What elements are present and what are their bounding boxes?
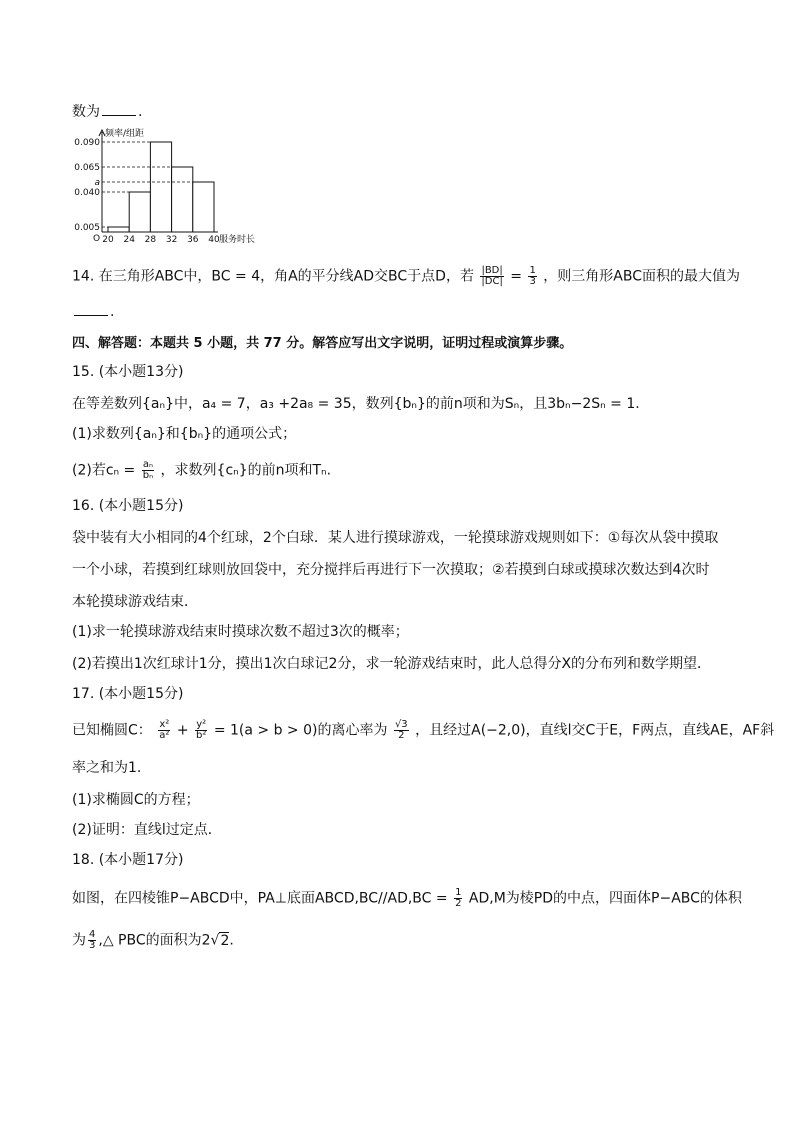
x-tick-label: 28	[144, 235, 157, 245]
y-tick-label: 0.065	[74, 163, 100, 173]
q13-tail-text: 数为	[72, 104, 100, 120]
q17-heading: 17. (本小题15分)	[72, 686, 184, 702]
q15-heading: 15. (本小题13分)	[72, 364, 184, 380]
q17-part1: (1)求椭圆C的方程；	[72, 792, 200, 808]
q16-body-3: 本轮摸球游戏结束．	[72, 594, 198, 610]
y-axis-label: 频率/组距	[105, 129, 145, 139]
q16-part1: (1)求一轮摸球游戏结束时摸球次数不超过3次的概率；	[72, 624, 409, 640]
q15-body: 在等差数列{aₙ}中，a₄ = 7，a₃ +2a₈ = 35，数列{bₙ}的前n项和为Sₙ，且3bₙ−2Sₙ = 1.	[72, 396, 640, 412]
q18-body-2: 为 $\frac{4}{3}$ ,△ PBC的面积为2√2.	[72, 929, 234, 951]
q17-body-2: 率之和为1.	[72, 760, 142, 776]
q18-fraction-four-thirds: $\frac{4}{3}$	[89, 929, 96, 951]
q17-part2: (2)证明：直线l过定点．	[72, 822, 222, 838]
q14-blank-line: .	[72, 302, 114, 322]
q14-fraction-bd-dc: $\frac{|BD|}{|DC|}$	[481, 265, 503, 287]
q16-part2: (2)若摸出1次红球计1分，摸出1次白球记2分，求一轮游戏结束时，此人总得分X的分布列和数学期望．	[72, 656, 712, 672]
q18-heading: 18. (本小题17分)	[72, 852, 184, 868]
q18-fraction-half: $\frac{1}{2}$	[455, 887, 462, 909]
section-heading: 四、解答题：本题共 5 小题，共 77 分。解答应写出文字说明，证明过程或演算步骤。	[72, 336, 573, 351]
q17-fraction-x: $\frac{\text{x²}}{\text{a²}}$	[159, 719, 170, 741]
histogram-bar	[108, 227, 129, 232]
sqrt-symbol: √	[210, 932, 220, 949]
y-tick-label: 0.040	[74, 188, 100, 198]
histogram-chart	[66, 126, 256, 248]
q14-line: 14. 在三角形ABC中，BC = 4，角A的平分线AD交BC于点D，若 $\frac{|BD|}{|DC|}$ = $\frac{1}{3}$ ，则三角形ABC面积的最大值为	[72, 265, 741, 287]
q14-fraction-one-third: $\frac{1}{3}$	[529, 265, 536, 287]
histogram-bar	[193, 182, 214, 232]
q16-body-1: 袋中装有大小相同的4个红球，2个白球．某人进行摸球游戏，一轮摸球游戏规则如下：①每次从袋中摸取	[72, 530, 719, 546]
x-axis-label: 服务时长	[219, 235, 256, 245]
origin-label: O	[93, 234, 101, 244]
q18-body-1: 如图，在四棱锥P−ABCD中，PA⊥底面ABCD,BC//AD,BC = $\frac{1}{2}$ AD,M为棱PD的中点，四面体P−ABC的体积	[72, 887, 742, 909]
q16-heading: 16. (本小题15分)	[72, 498, 184, 514]
q16-body-2: 一个小球，若摸到红球则放回袋中，充分搅拌后再进行下一次摸取；②若摸到白球或摸球次数达到4次时	[72, 562, 710, 578]
q13-tail-line: 数为 .	[72, 104, 143, 120]
q14-text: 14. 在三角形ABC中，BC = 4，角A的平分线AD交BC于点D，若	[72, 268, 474, 285]
answer-blank	[74, 302, 108, 316]
q17-fraction-y: $\frac{\text{y²}}{\text{b²}}$	[196, 719, 207, 741]
y-tick-label: 0.090	[74, 138, 100, 148]
y-tick-label: 0.005	[74, 223, 100, 233]
answer-blank	[102, 102, 136, 116]
q15-part2: (2)若cₙ = $\frac{\text{aₙ}}{\text{bₙ}}$ ，求数列{cₙ}的前n项和Tₙ.	[72, 459, 332, 481]
q15-fraction: $\frac{\text{aₙ}}{\text{bₙ}}$	[142, 459, 154, 481]
x-tick-label: 40	[208, 235, 220, 245]
x-tick-label: 32	[165, 235, 178, 245]
q17-body-1: 已知椭圆C： $\frac{\text{x²}}{\text{a²}}$ + $\frac{\text{y²}}{\text{b²}}$ = 1(a > b > 0)的离心率为 $\frac{√3}{2}$ ，且经过A(−2,0)，直线l交C于E，F两点，直线AE，AF斜	[72, 719, 775, 741]
q17-fraction-eccentricity: $\frac{√3}{2}$	[394, 719, 408, 741]
histogram-bar	[172, 167, 193, 232]
x-tick-label: 24	[123, 235, 135, 245]
x-tick-label: 20	[102, 235, 114, 245]
histogram-bar	[150, 142, 171, 232]
x-tick-label: 36	[187, 235, 199, 245]
histogram-bar	[129, 192, 150, 232]
q15-part1: (1)求数列{aₙ}和{bₙ}的通项公式；	[72, 426, 297, 442]
y-tick-label: a	[94, 178, 100, 188]
